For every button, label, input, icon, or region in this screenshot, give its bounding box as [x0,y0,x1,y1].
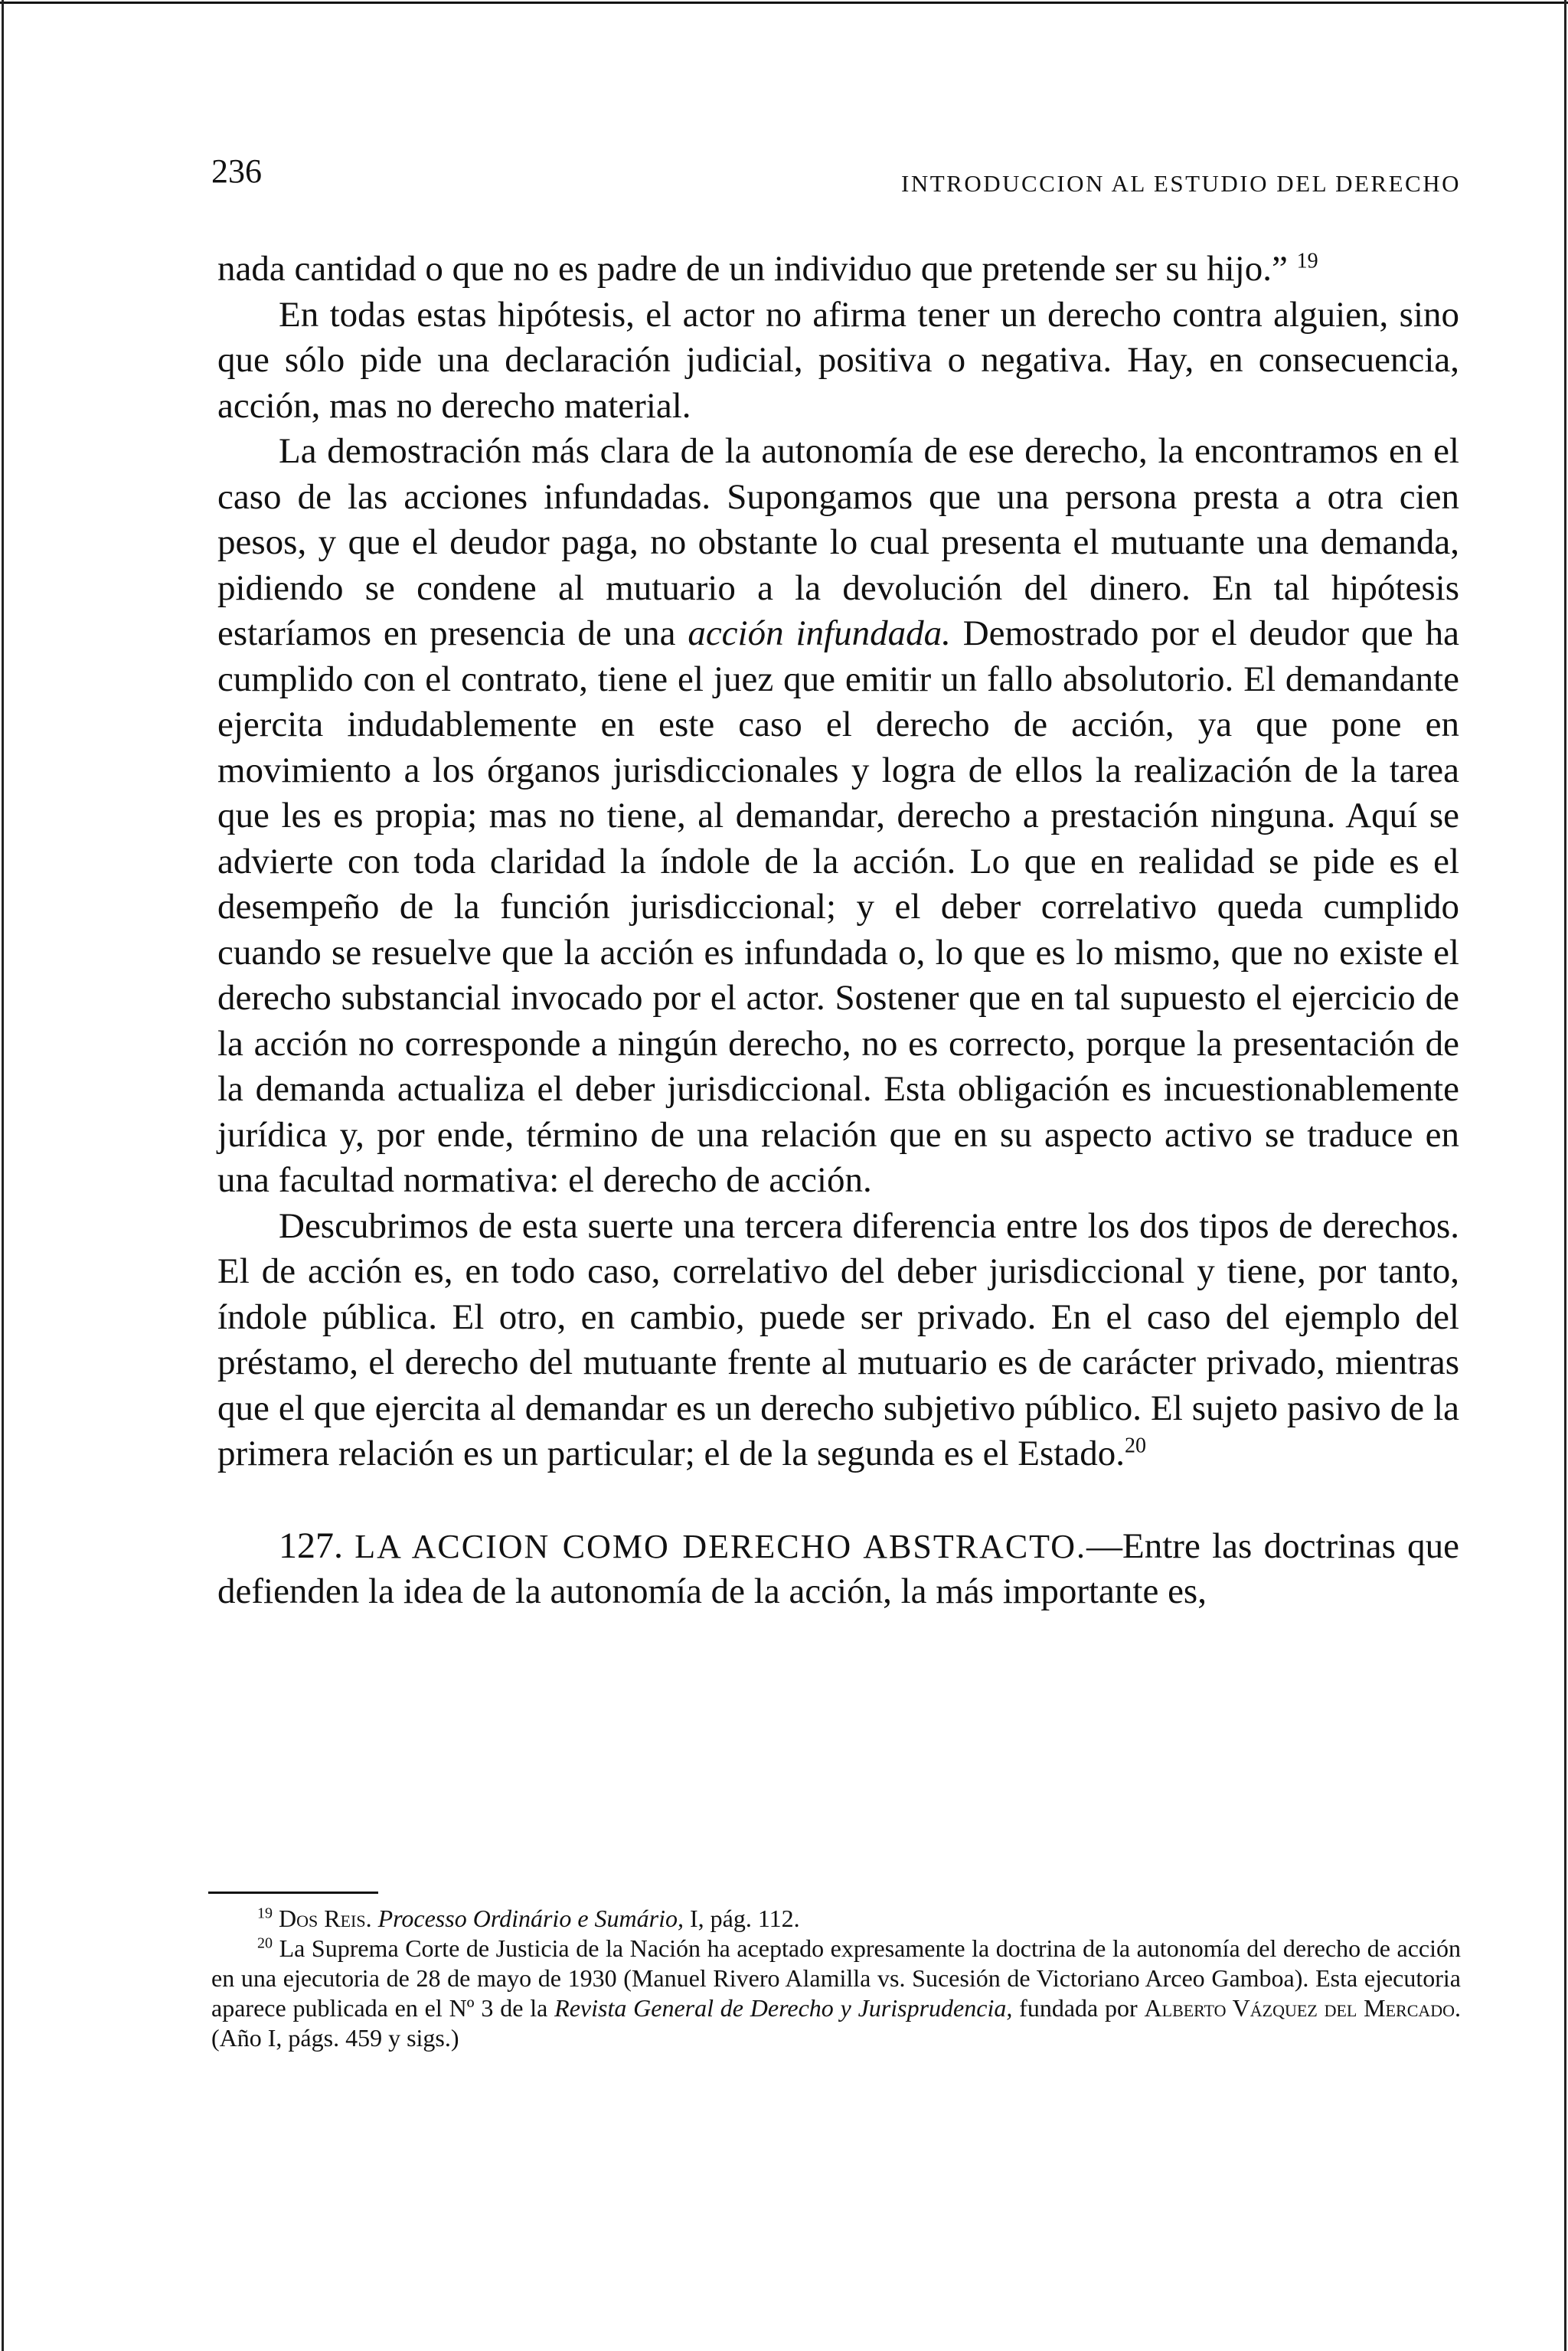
section-127 [217,1523,1459,1615]
scan-left-edge [2,0,4,2351]
footnote-19: $^{19}$ Dos Reis. Processo Ordinário e Sumário, I, pág. 112. [257,1905,800,1932]
running-head: INTRODUCCION AL ESTUDIO DEL DERECHO [901,170,1461,197]
page-number: 236 [211,152,262,190]
section-title: LA ACCION COMO DERECHO ABSTRACTO. [354,1527,1087,1565]
paragraph-4: Descubrimos de esta suerte una tercera diferencia entre los dos tipos de derechos. El de acción es, en todo caso, correlativo del deber jurisdiccional y tiene, por tanto, índole pública. El otro, en cambio, puede ser privado. En el caso del ejemplo del préstamo, el derecho del mutuante frente al mutuario es de carácter privado, mientras que el que ejercita al demandar es un derecho subjetivo público. El sujeto pasivo de la primera relación es un particular; el de la segunda es el Estado.$^{20}$ [217,1205,1459,1473]
footnotes [211,1904,1461,2053]
section-number: 127. [279,1525,343,1566]
footnote-ref-19: 19 [1296,249,1318,273]
emphasis-accion-infundada: acción infundada. [688,613,951,653]
scan-top-edge [0,2,1568,4]
section-text: —Entre las doctrinas que defienden la idea de la autonomía de la acción, la más importante es, [217,1525,1459,1611]
body-text [217,247,1459,1615]
footnote-ref-20: 20 [1124,1434,1146,1458]
scan-right-edge [1564,0,1566,2351]
paragraph-1: nada cantidad o que no es padre de un individuo que pretende ser su hijo.” $^{19}$ [217,249,1318,289]
paragraph-2: En todas estas hipótesis, el actor no afirma tener un derecho contra alguien, sino que sólo pide una declaración judicial, positiva o negativa. Hay, en consecuencia, acción, mas no derecho material. [217,294,1459,426]
page-header [211,152,1461,198]
footnote-20: $^{20}$ La Suprema Corte de Justicia de la Nación ha aceptado expresamente la doctrina de la autonomía del derecho de acción en una ejecutoria de 28 de mayo de 1930 (Manuel Rivero Alamilla vs. Sucesión de Victoriano Arceo Gamboa). Esta ejecutoria aparece publicada en el Nº 3 de la Revista General de Derecho y Jurisprudencia, fundada por Alberto Vázquez del Mercado. (Año I, págs. 459 y sigs.) [211,1934,1462,2052]
paragraph-3: La demostración más clara de la autonomía de ese derecho, la encontramos en el caso de las acciones infundadas. Supongamos que una persona presta a otra cien pesos, y que el deudor paga, no obstante lo cual presenta el mutuante una demanda, pidiendo se condene al mutuario a la devolución del dinero. En tal hipótesis estaríamos en presencia de una acción infundada. Demostrado por el deudor que ha cumplido con el contrato, tiene el juez que emitir un fallo absolutorio. El demandante ejercita indudablemente en este caso el derecho de acción, ya que pone en movimiento a los órganos jurisdiccionales y logra de ellos la realización de la tarea que les es propia; mas no tiene, al demandar, derecho a prestación ninguna. Aquí se advierte con toda claridad la índole de la acción. Lo que en realidad se pide es el desempeño de la función jurisdiccional; y el deber correlativo queda cumplido cuando se resuelve que la acción es infundada o, lo que es lo mismo, que no existe el derecho substancial invocado por el actor. Sostener que en tal supuesto el ejercicio de la acción no corresponde a ningún derecho, no es correcto, porque la presentación de la demanda actualiza el deber jurisdiccional. Esta obligación es incuestionablemente jurídica y, por ende, término de una relación que en su aspecto activo se traduce en una facultad normativa: el derecho de acción. [217,431,1460,1200]
footnote-rule [208,1892,378,1894]
